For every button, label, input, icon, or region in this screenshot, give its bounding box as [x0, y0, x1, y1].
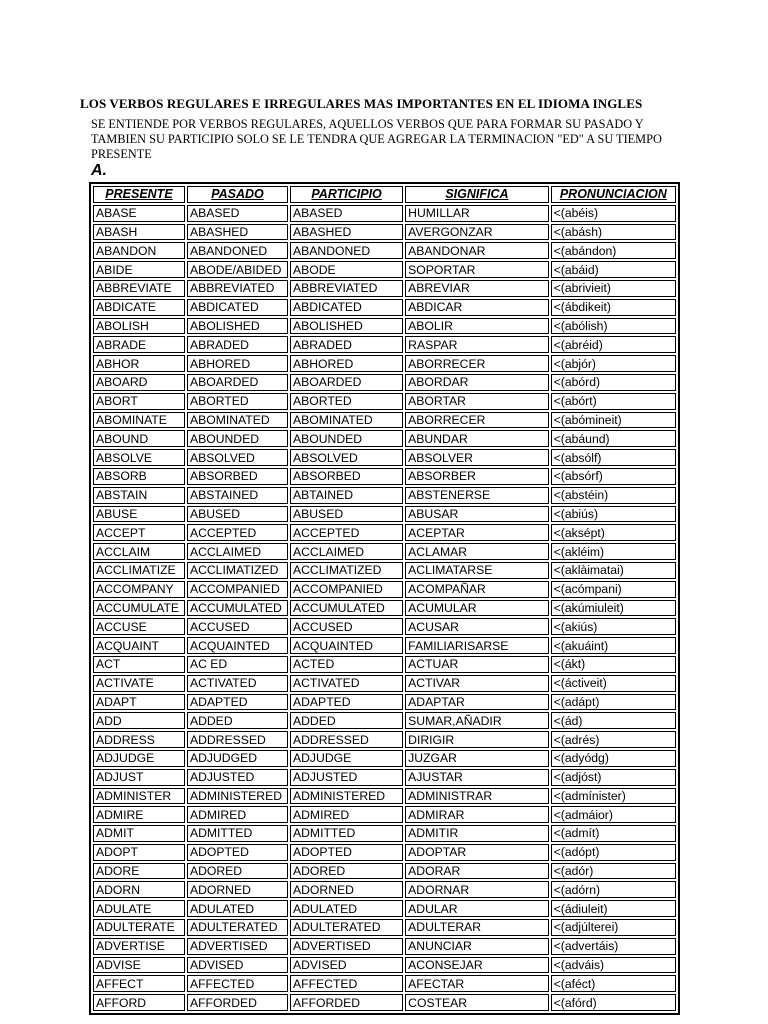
significa-cell: ACLAMAR [405, 543, 548, 560]
page-title: LOS VERBOS REGULARES E IRREGULARES MAS IMPORTANTES EN EL IDIOMA INGLES [80, 96, 643, 111]
significa-cell: ACTIVAR [405, 675, 548, 692]
table-row [93, 975, 676, 992]
table-row [93, 299, 676, 316]
presente-cell: ACQUAINT [93, 637, 185, 654]
participio-cell: ABBREVIATED [290, 280, 403, 297]
participio-cell: ABRADED [290, 336, 403, 353]
table-row [93, 938, 676, 955]
presente-cell: ABOARD [93, 374, 185, 391]
presente-cell: ABRADE [93, 336, 185, 353]
intro-paragraph: SE ENTIENDE POR VERBOS REGULARES, AQUELLOS VERBOS QUE PARA FORMAR SU PASADO Y TAMBIEN SU PARTICIPIO SOLO SE LE TENDRA QUE AGREGAR LA TERMINACION "ED" A SU TIEMPO PRESENTE [91, 117, 662, 161]
pronunciacion-cell: <(admít) [551, 825, 676, 842]
pasado-cell: ABHORED [187, 355, 288, 372]
significa-cell: ACEPTAR [405, 524, 548, 541]
pasado-cell: ACTIVATED [187, 675, 288, 692]
presente-cell: ABSTAIN [93, 487, 185, 504]
table-row [93, 788, 676, 805]
pronunciacion-cell: <(adórn) [551, 881, 676, 898]
pasado-cell: ABOARDED [187, 374, 288, 391]
presente-cell: ABSORB [93, 468, 185, 485]
presente-cell: ADOPT [93, 844, 185, 861]
pasado-cell: ABORTED [187, 393, 288, 410]
pronunciacion-cell: <(ádiuleit) [551, 900, 676, 917]
participio-cell: ABDICATED [290, 299, 403, 316]
pasado-cell: ADMINISTERED [187, 788, 288, 805]
table-row [93, 825, 676, 842]
pasado-cell: AC ED [187, 656, 288, 673]
significa-cell: ABSORBER [405, 468, 548, 485]
table-row [93, 468, 676, 485]
presente-cell: ABASH [93, 224, 185, 241]
pronunciacion-cell: <(ábdikeit) [551, 299, 676, 316]
presente-cell: ACT [93, 656, 185, 673]
significa-cell: DIRIGIR [405, 731, 548, 748]
presente-cell: AFFORD [93, 994, 185, 1011]
significa-cell: ABORDAR [405, 374, 548, 391]
pasado-cell: ADDED [187, 712, 288, 729]
significa-cell: AJUSTAR [405, 769, 548, 786]
pasado-cell: ADAPTED [187, 694, 288, 711]
table-row [93, 919, 676, 936]
table-row [93, 712, 676, 729]
pasado-cell: ADVERTISED [187, 938, 288, 955]
presente-cell: ACCUMULATE [93, 600, 185, 617]
table-row [93, 881, 676, 898]
pronunciacion-cell: <(aklàimatai) [551, 562, 676, 579]
table-row [93, 224, 676, 241]
pronunciacion-cell: <(absólf) [551, 449, 676, 466]
significa-cell: ABREVIAR [405, 280, 548, 297]
table-row [93, 336, 676, 353]
pronunciacion-cell: <(afórd) [551, 994, 676, 1011]
presente-cell: ABUSE [93, 506, 185, 523]
pronunciacion-cell: <(abréid) [551, 336, 676, 353]
participio-cell: ACCUSED [290, 618, 403, 635]
significa-cell: ABORRECER [405, 412, 548, 429]
participio-cell: ABASHED [290, 224, 403, 241]
presente-cell: ADVISE [93, 957, 185, 974]
significa-cell: ABUSAR [405, 506, 548, 523]
pronunciacion-cell: <(akúmiuleit) [551, 600, 676, 617]
pronunciacion-cell: <(abáund) [551, 430, 676, 447]
table-row [93, 694, 676, 711]
header-pronunciacion: PRONUNCIACION [551, 186, 676, 203]
pasado-cell: ABOLISHED [187, 318, 288, 335]
presente-cell: ABBREVIATE [93, 280, 185, 297]
presente-cell: ACCUSE [93, 618, 185, 635]
pronunciacion-cell: <(akiús) [551, 618, 676, 635]
presente-cell: ADD [93, 712, 185, 729]
participio-cell: ADAPTED [290, 694, 403, 711]
presente-cell: ADJUDGE [93, 750, 185, 767]
participio-cell: ACCUMULATED [290, 600, 403, 617]
pasado-cell: ABSOLVED [187, 449, 288, 466]
table-row [93, 994, 676, 1011]
significa-cell: ADORAR [405, 863, 548, 880]
pasado-cell: ABBREVIATED [187, 280, 288, 297]
significa-cell: ABORTAR [405, 393, 548, 410]
section-letter: A. [91, 162, 107, 179]
participio-cell: ABSOLVED [290, 449, 403, 466]
table-row [93, 543, 676, 560]
significa-cell: ADOPTAR [405, 844, 548, 861]
participio-cell: ACCLIMATIZED [290, 562, 403, 579]
significa-cell: ADMINISTRAR [405, 788, 548, 805]
pasado-cell: ABODE/ABIDED [187, 261, 288, 278]
pasado-cell: ACCUMULATED [187, 600, 288, 617]
presente-cell: ABDICATE [93, 299, 185, 316]
pasado-cell: ACCUSED [187, 618, 288, 635]
pronunciacion-cell: <(ád) [551, 712, 676, 729]
significa-cell: ACOMPAÑAR [405, 581, 548, 598]
pasado-cell: ABDICATED [187, 299, 288, 316]
table-row [93, 750, 676, 767]
presente-cell: ADMIT [93, 825, 185, 842]
table-row [93, 205, 676, 222]
pasado-cell: ADJUSTED [187, 769, 288, 786]
significa-cell: SUMAR,AÑADIR [405, 712, 548, 729]
pronunciacion-cell: <(adópt) [551, 844, 676, 861]
table-row [93, 844, 676, 861]
significa-cell: ABUNDAR [405, 430, 548, 447]
pasado-cell: ADJUDGED [187, 750, 288, 767]
presente-cell: ADMIRE [93, 806, 185, 823]
significa-cell: JUZGAR [405, 750, 548, 767]
presente-cell: ADAPT [93, 694, 185, 711]
pronunciacion-cell: <(adór) [551, 863, 676, 880]
header-pasado: PASADO [187, 186, 288, 203]
table-row [93, 675, 676, 692]
pasado-cell: ABUSED [187, 506, 288, 523]
pasado-cell: ADVISED [187, 957, 288, 974]
presente-cell: ADULTERATE [93, 919, 185, 936]
pronunciacion-cell: <(abándon) [551, 242, 676, 259]
pronunciacion-cell: <(adyódg) [551, 750, 676, 767]
pasado-cell: ADMIRED [187, 806, 288, 823]
pronunciacion-cell: <(acómpani) [551, 581, 676, 598]
pronunciacion-cell: <(adváis) [551, 957, 676, 974]
pronunciacion-cell: <(áctiveit) [551, 675, 676, 692]
significa-cell: ADAPTAR [405, 694, 548, 711]
table-row [93, 600, 676, 617]
table-row [93, 355, 676, 372]
presente-cell: ABIDE [93, 261, 185, 278]
pronunciacion-cell: <(akuáint) [551, 637, 676, 654]
pronunciacion-cell: <(abjór) [551, 355, 676, 372]
participio-cell: ABOUNDED [290, 430, 403, 447]
table-row [93, 806, 676, 823]
pronunciacion-cell: <(ákt) [551, 656, 676, 673]
presente-cell: ADVERTISE [93, 938, 185, 955]
participio-cell: ABOARDED [290, 374, 403, 391]
significa-cell: AFECTAR [405, 975, 548, 992]
pronunciacion-cell: <(abéis) [551, 205, 676, 222]
presente-cell: ADORE [93, 863, 185, 880]
table-row [93, 261, 676, 278]
pasado-cell: ACCEPTED [187, 524, 288, 541]
pronunciacion-cell: <(abáid) [551, 261, 676, 278]
pasado-cell: ABASHED [187, 224, 288, 241]
participio-cell: AFFORDED [290, 994, 403, 1011]
participio-cell: ABORTED [290, 393, 403, 410]
participio-cell: AFFECTED [290, 975, 403, 992]
pasado-cell: ABRADED [187, 336, 288, 353]
presente-cell: ACTIVATE [93, 675, 185, 692]
table-row [93, 318, 676, 335]
significa-cell: COSTEAR [405, 994, 548, 1011]
significa-cell: AVERGONZAR [405, 224, 548, 241]
pronunciacion-cell: <(adrés) [551, 731, 676, 748]
table-row [93, 487, 676, 504]
header-participio: PARTICIPIO [290, 186, 403, 203]
participio-cell: ADVISED [290, 957, 403, 974]
participio-cell: ADJUDGE [290, 750, 403, 767]
participio-cell: ADULTERATED [290, 919, 403, 936]
pasado-cell: ADORED [187, 863, 288, 880]
table-row [93, 618, 676, 635]
table-row [93, 863, 676, 880]
pronunciacion-cell: <(abólish) [551, 318, 676, 335]
presente-cell: ABORT [93, 393, 185, 410]
pronunciacion-cell: <(adjúlterei) [551, 919, 676, 936]
presente-cell: ADULATE [93, 900, 185, 917]
significa-cell: ABANDONAR [405, 242, 548, 259]
participio-cell: ABTAINED [290, 487, 403, 504]
pasado-cell: ADORNED [187, 881, 288, 898]
table-row [93, 280, 676, 297]
pasado-cell: ADULTERATED [187, 919, 288, 936]
presente-cell: ABHOR [93, 355, 185, 372]
pronunciacion-cell: <(akléim) [551, 543, 676, 560]
pronunciacion-cell: <(abórd) [551, 374, 676, 391]
pronunciacion-cell: <(abórt) [551, 393, 676, 410]
significa-cell: ABORRECER [405, 355, 548, 372]
participio-cell: ABHORED [290, 355, 403, 372]
pronunciacion-cell: <(aksépt) [551, 524, 676, 541]
presente-cell: ADDRESS [93, 731, 185, 748]
table-row [93, 374, 676, 391]
participio-cell: ADORNED [290, 881, 403, 898]
pasado-cell: ADMITTED [187, 825, 288, 842]
table-row [93, 656, 676, 673]
pasado-cell: ACCLIMATIZED [187, 562, 288, 579]
significa-cell: SOPORTAR [405, 261, 548, 278]
participio-cell: ACCLAIMED [290, 543, 403, 560]
pronunciacion-cell: <(abásh) [551, 224, 676, 241]
pronunciacion-cell: <(admínister) [551, 788, 676, 805]
participio-cell: ADDED [290, 712, 403, 729]
participio-cell: ADOPTED [290, 844, 403, 861]
table-row [93, 430, 676, 447]
pasado-cell: ACCOMPANIED [187, 581, 288, 598]
significa-cell: ADMITIR [405, 825, 548, 842]
pasado-cell: ABANDONED [187, 242, 288, 259]
significa-cell: ABDICAR [405, 299, 548, 316]
presente-cell: ABOUND [93, 430, 185, 447]
significa-cell: ADULTERAR [405, 919, 548, 936]
participio-cell: ACTIVATED [290, 675, 403, 692]
participio-cell: ACQUAINTED [290, 637, 403, 654]
significa-cell: ANUNCIAR [405, 938, 548, 955]
table-row [93, 637, 676, 654]
pronunciacion-cell: <(aféct) [551, 975, 676, 992]
significa-cell: ADMIRAR [405, 806, 548, 823]
pronunciacion-cell: <(abómineit) [551, 412, 676, 429]
table-row [93, 242, 676, 259]
table-row [93, 731, 676, 748]
pasado-cell: ABSTAINED [187, 487, 288, 504]
pronunciacion-cell: <(adápt) [551, 694, 676, 711]
pasado-cell: ADULATED [187, 900, 288, 917]
participio-cell: ADMITTED [290, 825, 403, 842]
pasado-cell: AFFORDED [187, 994, 288, 1011]
pasado-cell: ACQUAINTED [187, 637, 288, 654]
participio-cell: ADORED [290, 863, 403, 880]
pasado-cell: ADOPTED [187, 844, 288, 861]
participio-cell: ABANDONED [290, 242, 403, 259]
table-row [93, 581, 676, 598]
pronunciacion-cell: <(admáior) [551, 806, 676, 823]
significa-cell: ADULAR [405, 900, 548, 917]
presente-cell: ABSOLVE [93, 449, 185, 466]
significa-cell: ADORNAR [405, 881, 548, 898]
participio-cell: ACCEPTED [290, 524, 403, 541]
presente-cell: ACCLIMATIZE [93, 562, 185, 579]
pasado-cell: ACCLAIMED [187, 543, 288, 560]
presente-cell: ABANDON [93, 242, 185, 259]
participio-cell: ABUSED [290, 506, 403, 523]
table-row [93, 524, 676, 541]
participio-cell: ABODE [290, 261, 403, 278]
header-presente: PRESENTE [93, 186, 185, 203]
pasado-cell: ABSORBED [187, 468, 288, 485]
presente-cell: ACCEPT [93, 524, 185, 541]
participio-cell: ACCOMPANIED [290, 581, 403, 598]
table-row [93, 412, 676, 429]
presente-cell: ACCOMPANY [93, 581, 185, 598]
significa-cell: ABSTENERSE [405, 487, 548, 504]
pronunciacion-cell: <(abstéin) [551, 487, 676, 504]
presente-cell: ADJUST [93, 769, 185, 786]
participio-cell: ADULATED [290, 900, 403, 917]
pasado-cell: ADDRESSED [187, 731, 288, 748]
pasado-cell: ABASED [187, 205, 288, 222]
presente-cell: ACCLAIM [93, 543, 185, 560]
presente-cell: ABOMINATE [93, 412, 185, 429]
significa-cell: HUMILLAR [405, 205, 548, 222]
table-body [93, 205, 676, 1011]
pronunciacion-cell: <(abrivieit) [551, 280, 676, 297]
participio-cell: ADDRESSED [290, 731, 403, 748]
significa-cell: FAMILIARISARSE [405, 637, 548, 654]
pronunciacion-cell: <(absórf) [551, 468, 676, 485]
participio-cell: ABOMINATED [290, 412, 403, 429]
pasado-cell: ABOMINATED [187, 412, 288, 429]
pronunciacion-cell: <(abiús) [551, 506, 676, 523]
significa-cell: ACLIMATARSE [405, 562, 548, 579]
presente-cell: ADORN [93, 881, 185, 898]
pronunciacion-cell: <(adjóst) [551, 769, 676, 786]
significa-cell: ABOLIR [405, 318, 548, 335]
presente-cell: ABASE [93, 205, 185, 222]
table-row [93, 506, 676, 523]
presente-cell: ADMINISTER [93, 788, 185, 805]
participio-cell: ABOLISHED [290, 318, 403, 335]
header-significa: SIGNIFICA [405, 186, 548, 203]
table-row [93, 769, 676, 786]
participio-cell: ABSORBED [290, 468, 403, 485]
table-row [93, 957, 676, 974]
table-row [93, 562, 676, 579]
pasado-cell: AFFECTED [187, 975, 288, 992]
table-row [93, 393, 676, 410]
pronunciacion-cell: <(advertáis) [551, 938, 676, 955]
significa-cell: ACTUAR [405, 656, 548, 673]
significa-cell: ACUMULAR [405, 600, 548, 617]
participio-cell: ABASED [290, 205, 403, 222]
participio-cell: ADMIRED [290, 806, 403, 823]
verbs-table [89, 182, 680, 1015]
participio-cell: ADMINISTERED [290, 788, 403, 805]
significa-cell: ACONSEJAR [405, 957, 548, 974]
table-header-row [93, 186, 676, 203]
participio-cell: ADJUSTED [290, 769, 403, 786]
pasado-cell: ABOUNDED [187, 430, 288, 447]
table-row [93, 900, 676, 917]
table-row [93, 449, 676, 466]
participio-cell: ACTED [290, 656, 403, 673]
significa-cell: RASPAR [405, 336, 548, 353]
participio-cell: ADVERTISED [290, 938, 403, 955]
significa-cell: ACUSAR [405, 618, 548, 635]
presente-cell: ABOLISH [93, 318, 185, 335]
significa-cell: ABSOLVER [405, 449, 548, 466]
presente-cell: AFFECT [93, 975, 185, 992]
